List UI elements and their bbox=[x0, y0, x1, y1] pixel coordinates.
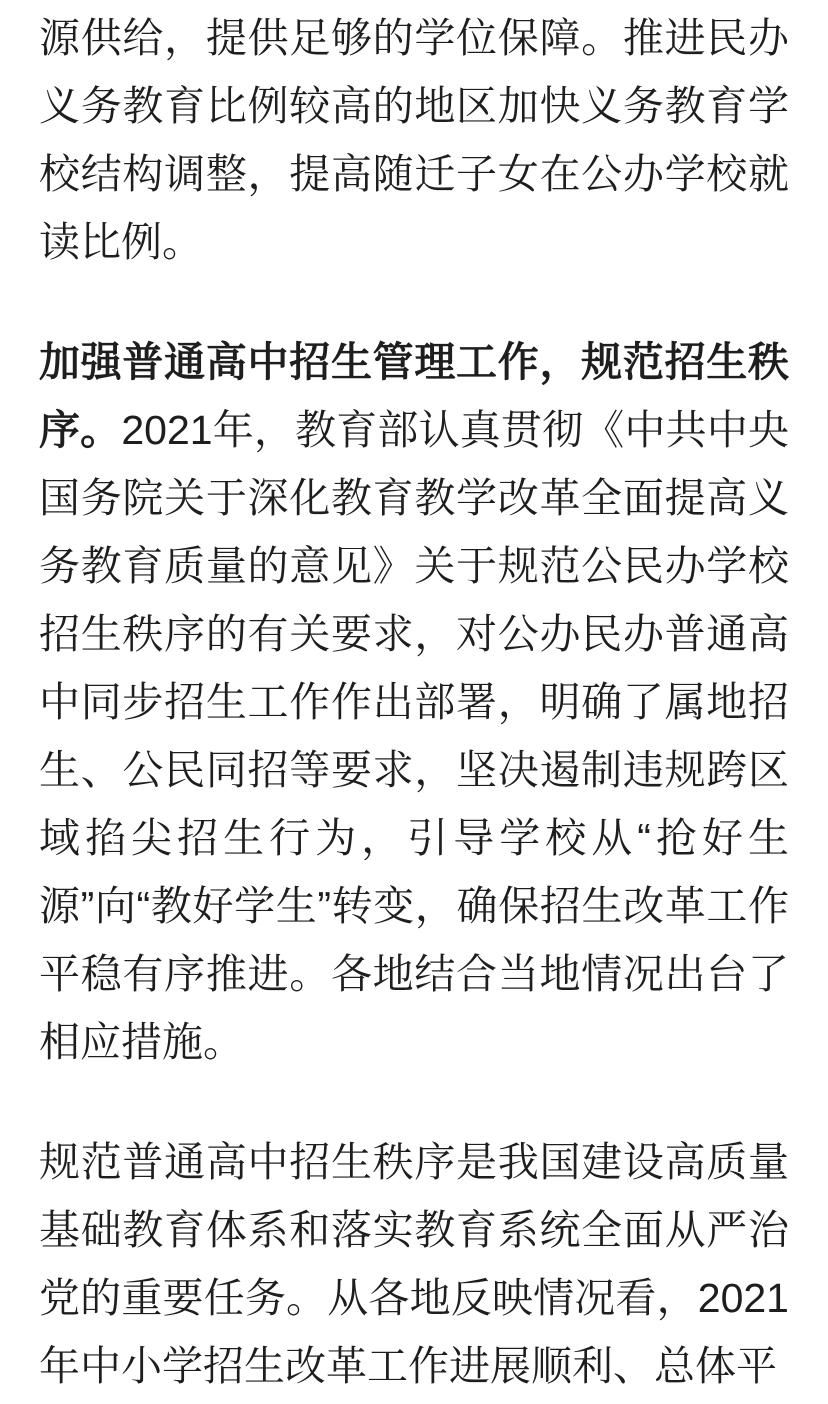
text-run: 2021年，教育部认真贯彻《中共中央国务院关于深化教育教学改革全面提高义务教育质量的意见》关于规范公民办学校招生秩序的有关要求，对公办民办普通高中同步招生工作作出部署，明确了属地招生、公民同招等要求，坚决遏制违规跨区域掐尖招生行为，引导学校从“抢好生源”向“教好学生”转变，确保招生改革工作平稳有序推进。各地结合当地情况出台了相应措施。 bbox=[39, 407, 790, 1065]
article-body bbox=[39, 4, 789, 1400]
text-run: 源供给，提供足够的学位保障。推进民办义务教育比例较高的地区加快义务教育学校结构调整，提高随迁子女在公办学校就读比例。 bbox=[39, 15, 789, 265]
bold-text-run: 加强普通高中招生管理工作，规范招生秩序。 bbox=[39, 339, 789, 453]
paragraph bbox=[39, 328, 789, 1076]
text-run: 规范普通高中招生秩序是我国建设高质量基础教育体系和落实教育系统全面从严治党的重要任务。从各地反映情况看，2021年中小学招生改革工作进展顺利、总体平 bbox=[39, 1139, 789, 1389]
paragraph bbox=[39, 1128, 789, 1400]
paragraph bbox=[39, 4, 789, 276]
